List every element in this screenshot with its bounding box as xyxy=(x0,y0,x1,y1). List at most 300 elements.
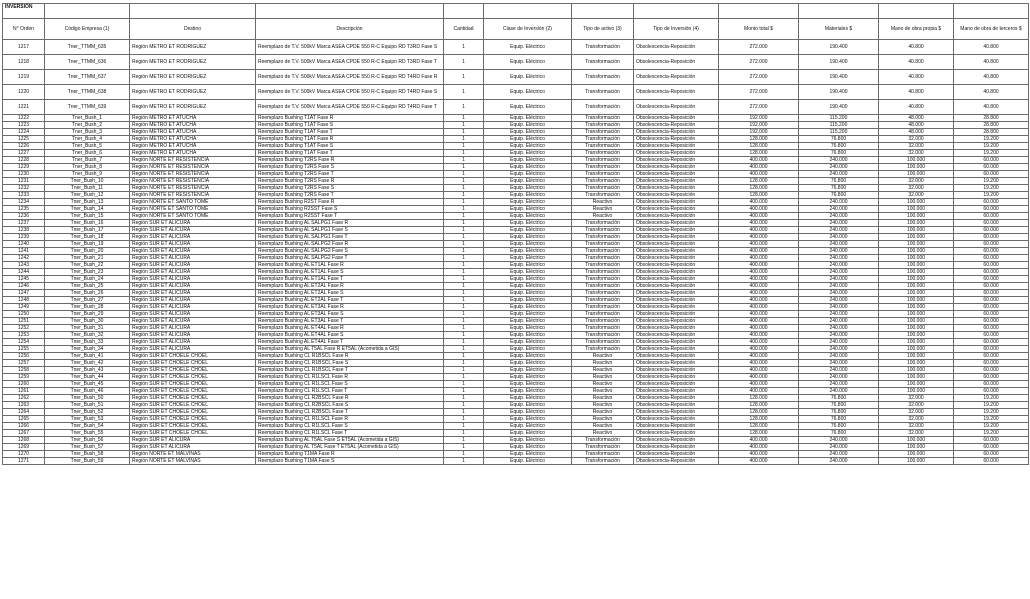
cell-clase: Equip. Eléctrico xyxy=(484,388,572,395)
cell-codigo: Tner_Bush_55 xyxy=(45,430,130,437)
cell-tipo-activo: Transformación xyxy=(572,241,634,248)
cell-clase: Equip. Eléctrico xyxy=(484,444,572,451)
cell-codigo: Tner_Bush_8 xyxy=(45,164,130,171)
header-n-orden: N° Orden xyxy=(3,19,45,40)
cell-descripcion: Reemplazo Bushing AL ET3AL Fase T xyxy=(256,318,444,325)
cell-mano-propia: 40.800 xyxy=(879,70,954,85)
cell-tipo-inversion: Obsolescencia-Reposición xyxy=(634,290,719,297)
table-row xyxy=(3,444,1029,451)
cell-mano-terceros: 60.000 xyxy=(954,262,1029,269)
cell-monto-total: 128.000 xyxy=(719,409,799,416)
table-row xyxy=(3,171,1029,178)
cell-cantidad: 1 xyxy=(444,85,484,100)
cell-destino: Región SUR ET CHOELE CHOEL xyxy=(130,360,256,367)
cell-n-orden: 1249 xyxy=(3,304,45,311)
table-row xyxy=(3,395,1029,402)
cell-monto-total: 400.000 xyxy=(719,458,799,465)
cell-n-orden: 1256 xyxy=(3,353,45,360)
cell-cantidad: 1 xyxy=(444,157,484,164)
cell-monto-total: 128.000 xyxy=(719,416,799,423)
cell-mano-propia: 100.000 xyxy=(879,437,954,444)
cell-tipo-activo: Transformación xyxy=(572,318,634,325)
cell-mano-propia: 100.000 xyxy=(879,381,954,388)
table-row xyxy=(3,85,1029,100)
cell-mano-propia: 32.000 xyxy=(879,136,954,143)
cell-materiales: 76.800 xyxy=(799,416,879,423)
cell-tipo-activo: Transformación xyxy=(572,55,634,70)
cell-monto-total: 400.000 xyxy=(719,283,799,290)
cell-destino: Región SUR ET ALICURA xyxy=(130,444,256,451)
cell-clase: Equip. Eléctrico xyxy=(484,220,572,227)
table-row xyxy=(3,325,1029,332)
cell-cantidad: 1 xyxy=(444,269,484,276)
cell-descripcion: Reemplazo Bushing AL ET4AL Fase S xyxy=(256,332,444,339)
cell-descripcion: Reemplazo Bushing AL ET3AL Fase S xyxy=(256,311,444,318)
cell-monto-total: 400.000 xyxy=(719,339,799,346)
cell-codigo: Tner_Bush_6 xyxy=(45,150,130,157)
cell-materiales: 240.000 xyxy=(799,346,879,353)
cell-descripcion: Reemplazo de T.V. 500kV Marca ASEA CPDE 550 R-C Equipo RD T3RD Fase S xyxy=(256,40,444,55)
cell-tipo-inversion: Obsolescencia-Reposición xyxy=(634,437,719,444)
cell-mano-propia: 100.000 xyxy=(879,199,954,206)
cell-clase: Equip. Eléctrico xyxy=(484,55,572,70)
cell-mano-terceros: 60.000 xyxy=(954,213,1029,220)
cell-cantidad: 1 xyxy=(444,241,484,248)
cell-descripcion: Reemplazo Bushing CL R1BSCL Fase T xyxy=(256,367,444,374)
cell-tipo-inversion: Obsolescencia-Reposición xyxy=(634,185,719,192)
cell-mano-terceros: 40.800 xyxy=(954,70,1029,85)
cell-cantidad: 1 xyxy=(444,360,484,367)
cell-clase: Equip. Eléctrico xyxy=(484,374,572,381)
cell-tipo-activo: Reactivo xyxy=(572,213,634,220)
cell-materiales: 240.000 xyxy=(799,451,879,458)
cell-destino: Región SUR ET ALICURA xyxy=(130,297,256,304)
cell-tipo-activo: Transformación xyxy=(572,192,634,199)
cell-tipo-activo: Reactivo xyxy=(572,374,634,381)
cell-destino: Región METRO ET ATUCHA xyxy=(130,129,256,136)
cell-n-orden: 1225 xyxy=(3,136,45,143)
cell-n-orden: 1266 xyxy=(3,423,45,430)
cell-descripcion: Reemplazo de T.V. 500kV Marca ASEA CPDE 550 R-C Equipo RD T4RD Fase T xyxy=(256,100,444,115)
cell-descripcion: Reemplazo Bushing CL R1LSCL Fase S xyxy=(256,381,444,388)
cell-tipo-activo: Transformación xyxy=(572,255,634,262)
cell-mano-propia: 100.000 xyxy=(879,367,954,374)
cell-materiales: 115.200 xyxy=(799,129,879,136)
cell-tipo-activo: Transformación xyxy=(572,304,634,311)
cell-mano-propia: 100.000 xyxy=(879,248,954,255)
cell-cantidad: 1 xyxy=(444,339,484,346)
header-destino: Destino xyxy=(130,19,256,40)
cell-destino: Región SUR ET ALICURA xyxy=(130,220,256,227)
cell-n-orden: 1231 xyxy=(3,178,45,185)
cell-destino: Región SUR ET CHOELE CHOEL xyxy=(130,367,256,374)
cell-n-orden: 1264 xyxy=(3,409,45,416)
cell-tipo-activo: Reactivo xyxy=(572,206,634,213)
cell-clase: Equip. Eléctrico xyxy=(484,171,572,178)
cell-codigo: Tner_Bush_23 xyxy=(45,269,130,276)
cell-codigo: Tner_TTMM_639 xyxy=(45,100,130,115)
cell-mano-propia: 40.800 xyxy=(879,100,954,115)
cell-cantidad: 1 xyxy=(444,458,484,465)
header-descripcion: Descripción xyxy=(256,19,444,40)
cell-tipo-inversion: Obsolescencia-Reposición xyxy=(634,430,719,437)
cell-cantidad: 1 xyxy=(444,122,484,129)
header-mano-propia: Mano de obra propia $ xyxy=(879,19,954,40)
cell-clase: Equip. Eléctrico xyxy=(484,157,572,164)
cell-mano-propia: 100.000 xyxy=(879,339,954,346)
cell-tipo-inversion: Obsolescencia-Reposición xyxy=(634,150,719,157)
cell-codigo: Tner_TTMM_637 xyxy=(45,70,130,85)
cell-cantidad: 1 xyxy=(444,402,484,409)
cell-n-orden: 1260 xyxy=(3,381,45,388)
cell-codigo: Tner_Bush_14 xyxy=(45,206,130,213)
cell-cantidad: 1 xyxy=(444,304,484,311)
table-row xyxy=(3,451,1029,458)
cell-monto-total: 400.000 xyxy=(719,220,799,227)
cell-cantidad: 1 xyxy=(444,40,484,55)
cell-tipo-inversion: Obsolescencia-Reposición xyxy=(634,171,719,178)
cell-codigo: Tner_Bush_7 xyxy=(45,157,130,164)
cell-tipo-inversion: Obsolescencia-Reposición xyxy=(634,325,719,332)
cell-descripcion: Reemplazo Bushing CL R2BSCL Fase S xyxy=(256,402,444,409)
cell-codigo: Tner_Bush_52 xyxy=(45,409,130,416)
cell-destino: Región NORTE ET SANTO TOME xyxy=(130,213,256,220)
cell-clase: Equip. Eléctrico xyxy=(484,423,572,430)
cell-monto-total: 400.000 xyxy=(719,199,799,206)
cell-tipo-activo: Transformación xyxy=(572,171,634,178)
cell-materiales: 76.800 xyxy=(799,430,879,437)
cell-descripcion: Reemplazo Bushing T1AT Fase T xyxy=(256,129,444,136)
cell-materiales: 76.800 xyxy=(799,409,879,416)
cell-clase: Equip. Eléctrico xyxy=(484,115,572,122)
cell-descripcion: Reemplazo Bushing T1AT Fase S xyxy=(256,143,444,150)
cell-cantidad: 1 xyxy=(444,206,484,213)
cell-destino: Región METRO ET ATUCHA xyxy=(130,143,256,150)
cell-cantidad: 1 xyxy=(444,276,484,283)
cell-monto-total: 400.000 xyxy=(719,451,799,458)
table-row xyxy=(3,143,1029,150)
cell-mano-terceros: 60.000 xyxy=(954,255,1029,262)
cell-descripcion: Reemplazo Bushing R2SST Fase S xyxy=(256,206,444,213)
table-row xyxy=(3,100,1029,115)
cell-codigo: Tner_Bush_1 xyxy=(45,115,130,122)
cell-monto-total: 272.000 xyxy=(719,55,799,70)
cell-destino: Región NORTE ET RESISTENCIA xyxy=(130,157,256,164)
cell-tipo-inversion: Obsolescencia-Reposición xyxy=(634,220,719,227)
cell-mano-terceros: 19.200 xyxy=(954,430,1029,437)
cell-monto-total: 400.000 xyxy=(719,318,799,325)
cell-clase: Equip. Eléctrico xyxy=(484,227,572,234)
cell-descripcion: Reemplazo Bushing CL R1LSCL Fase R xyxy=(256,416,444,423)
cell-mano-terceros: 60.000 xyxy=(954,381,1029,388)
cell-n-orden: 1247 xyxy=(3,290,45,297)
cell-mano-terceros: 60.000 xyxy=(954,234,1029,241)
cell-monto-total: 400.000 xyxy=(719,332,799,339)
cell-mano-propia: 100.000 xyxy=(879,171,954,178)
cell-descripcion: Reemplazo Bushing AL ET1AL Fase R xyxy=(256,262,444,269)
cell-mano-terceros: 19.200 xyxy=(954,416,1029,423)
cell-monto-total: 400.000 xyxy=(719,346,799,353)
cell-n-orden: 1246 xyxy=(3,283,45,290)
cell-mano-terceros: 60.000 xyxy=(954,199,1029,206)
cell-codigo: Tner_Bush_58 xyxy=(45,451,130,458)
cell-clase: Equip. Eléctrico xyxy=(484,304,572,311)
cell-mano-terceros: 40.800 xyxy=(954,100,1029,115)
cell-clase: Equip. Eléctrico xyxy=(484,192,572,199)
cell-tipo-inversion: Obsolescencia-Reposición xyxy=(634,269,719,276)
cell-tipo-inversion: Obsolescencia-Reposición xyxy=(634,451,719,458)
cell-destino: Región NORTE ET SANTO TOME xyxy=(130,206,256,213)
cell-clase: Equip. Eléctrico xyxy=(484,290,572,297)
cell-tipo-inversion: Obsolescencia-Reposición xyxy=(634,262,719,269)
cell-codigo: Tner_Bush_31 xyxy=(45,325,130,332)
cell-mano-terceros: 60.000 xyxy=(954,297,1029,304)
cell-tipo-inversion: Obsolescencia-Reposición xyxy=(634,122,719,129)
table-row xyxy=(3,115,1029,122)
cell-n-orden: 1243 xyxy=(3,262,45,269)
table-row xyxy=(3,122,1029,129)
cell-tipo-activo: Transformación xyxy=(572,122,634,129)
cell-cantidad: 1 xyxy=(444,325,484,332)
cell-mano-propia: 100.000 xyxy=(879,297,954,304)
cell-materiales: 190.400 xyxy=(799,55,879,70)
cell-descripcion: Reemplazo Bushing AL SALPG1 Fase S xyxy=(256,227,444,234)
cell-mano-propia: 32.000 xyxy=(879,395,954,402)
cell-destino: Región SUR ET ALICURA xyxy=(130,325,256,332)
cell-clase: Equip. Eléctrico xyxy=(484,367,572,374)
cell-tipo-inversion: Obsolescencia-Reposición xyxy=(634,178,719,185)
cell-n-orden: 1255 xyxy=(3,346,45,353)
cell-materiales: 240.000 xyxy=(799,227,879,234)
cell-materiales: 115.200 xyxy=(799,122,879,129)
cell-tipo-inversion: Obsolescencia-Reposición xyxy=(634,402,719,409)
cell-clase: Equip. Eléctrico xyxy=(484,199,572,206)
cell-monto-total: 272.000 xyxy=(719,40,799,55)
cell-mano-terceros: 28.800 xyxy=(954,115,1029,122)
cell-destino: Región NORTE ET MALVINAS xyxy=(130,458,256,465)
table-row xyxy=(3,353,1029,360)
cell-cantidad: 1 xyxy=(444,451,484,458)
cell-descripcion: Reemplazo Bushing T1AT Fase T xyxy=(256,150,444,157)
cell-mano-propia: 100.000 xyxy=(879,451,954,458)
cell-descripcion: Reemplazo Bushing AL SALPG1 Fase T xyxy=(256,234,444,241)
cell-tipo-inversion: Obsolescencia-Reposición xyxy=(634,374,719,381)
cell-tipo-inversion: Obsolescencia-Reposición xyxy=(634,255,719,262)
cell-destino: Región SUR ET CHOELE CHOEL xyxy=(130,395,256,402)
cell-destino: Región SUR ET ALICURA xyxy=(130,227,256,234)
section-title: INVERSIÓN xyxy=(3,4,45,19)
cell-tipo-inversion: Obsolescencia-Reposición xyxy=(634,409,719,416)
cell-n-orden: 1258 xyxy=(3,367,45,374)
header-codigo: Código Empresa (1) xyxy=(45,19,130,40)
cell-tipo-activo: Reactivo xyxy=(572,409,634,416)
cell-monto-total: 400.000 xyxy=(719,388,799,395)
table-row xyxy=(3,437,1029,444)
cell-codigo: Tner_Bush_9 xyxy=(45,171,130,178)
table-row xyxy=(3,129,1029,136)
cell-destino: Región METRO ET RODRIGUEZ xyxy=(130,55,256,70)
cell-n-orden: 1230 xyxy=(3,171,45,178)
cell-destino: Región SUR ET ALICURA xyxy=(130,276,256,283)
cell-tipo-inversion: Obsolescencia-Reposición xyxy=(634,85,719,100)
cell-mano-terceros: 60.000 xyxy=(954,220,1029,227)
table-row xyxy=(3,388,1029,395)
cell-descripcion: Reemplazo Bushing AL SALPG1 Fase R xyxy=(256,220,444,227)
cell-cantidad: 1 xyxy=(444,234,484,241)
cell-n-orden: 1267 xyxy=(3,430,45,437)
cell-tipo-activo: Transformación xyxy=(572,444,634,451)
table-row xyxy=(3,360,1029,367)
cell-mano-propia: 100.000 xyxy=(879,311,954,318)
cell-tipo-activo: Transformación xyxy=(572,283,634,290)
cell-monto-total: 272.000 xyxy=(719,85,799,100)
header-row xyxy=(3,19,1029,40)
cell-tipo-inversion: Obsolescencia-Reposición xyxy=(634,227,719,234)
cell-destino: Región METRO ET ATUCHA xyxy=(130,150,256,157)
cell-mano-propia: 40.800 xyxy=(879,55,954,70)
cell-tipo-activo: Transformación xyxy=(572,346,634,353)
cell-descripcion: Reemplazo Bushing AL SALPG2 Fase R xyxy=(256,241,444,248)
cell-codigo: Tner_Bush_34 xyxy=(45,346,130,353)
cell-materiales: 240.000 xyxy=(799,213,879,220)
cell-tipo-activo: Transformación xyxy=(572,220,634,227)
cell-destino: Región SUR ET ALICURA xyxy=(130,283,256,290)
investment-table xyxy=(2,3,1029,465)
cell-clase: Equip. Eléctrico xyxy=(484,150,572,157)
cell-tipo-activo: Transformación xyxy=(572,451,634,458)
cell-clase: Equip. Eléctrico xyxy=(484,248,572,255)
cell-codigo: Tner_Bush_43 xyxy=(45,367,130,374)
cell-tipo-inversion: Obsolescencia-Reposición xyxy=(634,70,719,85)
cell-mano-propia: 48.000 xyxy=(879,115,954,122)
cell-materiales: 240.000 xyxy=(799,234,879,241)
cell-descripcion: Reemplazo Bushing AL ET1AL Fase T xyxy=(256,276,444,283)
cell-n-orden: 1228 xyxy=(3,157,45,164)
table-row xyxy=(3,332,1029,339)
table-row xyxy=(3,381,1029,388)
cell-codigo: Tner_Bush_11 xyxy=(45,185,130,192)
cell-mano-propia: 32.000 xyxy=(879,143,954,150)
cell-codigo: Tner_Bush_2 xyxy=(45,122,130,129)
cell-mano-propia: 32.000 xyxy=(879,192,954,199)
cell-clase: Equip. Eléctrico xyxy=(484,318,572,325)
cell-descripcion: Reemplazo Bushing T2RS Fase R xyxy=(256,178,444,185)
cell-descripcion: Reemplazo de T.V. 500kV Marca ASEA CPDE 550 R-C Equipo RD T4RD Fase R xyxy=(256,70,444,85)
cell-descripcion: Reemplazo Bushing T1AT Fase S xyxy=(256,122,444,129)
cell-tipo-activo: Transformación xyxy=(572,248,634,255)
cell-mano-terceros: 60.000 xyxy=(954,248,1029,255)
cell-mano-terceros: 60.000 xyxy=(954,388,1029,395)
table-row xyxy=(3,269,1029,276)
cell-n-orden: 1257 xyxy=(3,360,45,367)
cell-cantidad: 1 xyxy=(444,423,484,430)
cell-materiales: 240.000 xyxy=(799,388,879,395)
cell-mano-terceros: 19.200 xyxy=(954,192,1029,199)
cell-mano-terceros: 40.800 xyxy=(954,85,1029,100)
cell-n-orden: 1233 xyxy=(3,192,45,199)
table-row xyxy=(3,255,1029,262)
cell-n-orden: 1248 xyxy=(3,297,45,304)
cell-clase: Equip. Eléctrico xyxy=(484,70,572,85)
cell-tipo-activo: Reactivo xyxy=(572,367,634,374)
cell-tipo-inversion: Obsolescencia-Reposición xyxy=(634,360,719,367)
cell-codigo: Tner_Bush_25 xyxy=(45,283,130,290)
cell-mano-terceros: 60.000 xyxy=(954,304,1029,311)
cell-cantidad: 1 xyxy=(444,318,484,325)
table-row xyxy=(3,248,1029,255)
cell-n-orden: 1261 xyxy=(3,388,45,395)
cell-tipo-activo: Transformación xyxy=(572,143,634,150)
cell-clase: Equip. Eléctrico xyxy=(484,262,572,269)
cell-n-orden: 1224 xyxy=(3,129,45,136)
cell-n-orden: 1244 xyxy=(3,269,45,276)
cell-codigo: Tner_Bush_57 xyxy=(45,444,130,451)
cell-tipo-activo: Transformación xyxy=(572,290,634,297)
cell-cantidad: 1 xyxy=(444,115,484,122)
cell-n-orden: 1221 xyxy=(3,100,45,115)
cell-clase: Equip. Eléctrico xyxy=(484,381,572,388)
cell-clase: Equip. Eléctrico xyxy=(484,206,572,213)
cell-destino: Región SUR ET CHOELE CHOEL xyxy=(130,430,256,437)
cell-tipo-activo: Transformación xyxy=(572,332,634,339)
cell-descripcion: Reemplazo Bushing AL SALPG2 Fase T xyxy=(256,255,444,262)
cell-clase: Equip. Eléctrico xyxy=(484,437,572,444)
cell-tipo-activo: Transformación xyxy=(572,297,634,304)
cell-tipo-inversion: Obsolescencia-Reposición xyxy=(634,353,719,360)
cell-destino: Región SUR ET ALICURA xyxy=(130,234,256,241)
cell-n-orden: 1223 xyxy=(3,122,45,129)
cell-tipo-activo: Transformación xyxy=(572,325,634,332)
cell-mano-terceros: 60.000 xyxy=(954,458,1029,465)
cell-materiales: 76.800 xyxy=(799,192,879,199)
cell-monto-total: 128.000 xyxy=(719,423,799,430)
cell-tipo-inversion: Obsolescencia-Reposición xyxy=(634,388,719,395)
cell-n-orden: 1220 xyxy=(3,85,45,100)
cell-descripcion: Reemplazo Bushing CL R1BSCL Fase S xyxy=(256,360,444,367)
cell-materiales: 240.000 xyxy=(799,353,879,360)
table-row xyxy=(3,234,1029,241)
cell-codigo: Tner_Bush_5 xyxy=(45,143,130,150)
cell-cantidad: 1 xyxy=(444,171,484,178)
cell-clase: Equip. Eléctrico xyxy=(484,430,572,437)
cell-codigo: Tner_Bush_15 xyxy=(45,213,130,220)
cell-n-orden: 1222 xyxy=(3,115,45,122)
cell-codigo: Tner_Bush_22 xyxy=(45,262,130,269)
table-row xyxy=(3,276,1029,283)
cell-cantidad: 1 xyxy=(444,199,484,206)
cell-mano-terceros: 28.800 xyxy=(954,122,1029,129)
cell-destino: Región SUR ET ALICURA xyxy=(130,332,256,339)
cell-n-orden: 1245 xyxy=(3,276,45,283)
cell-monto-total: 400.000 xyxy=(719,437,799,444)
cell-cantidad: 1 xyxy=(444,164,484,171)
cell-descripcion: Reemplazo Bushing CL R1LSCL Fase R xyxy=(256,374,444,381)
cell-destino: Región SUR ET ALICURA xyxy=(130,437,256,444)
cell-tipo-activo: Reactivo xyxy=(572,423,634,430)
cell-monto-total: 400.000 xyxy=(719,374,799,381)
cell-materiales: 76.800 xyxy=(799,423,879,430)
cell-tipo-activo: Transformación xyxy=(572,339,634,346)
cell-cantidad: 1 xyxy=(444,311,484,318)
cell-mano-terceros: 60.000 xyxy=(954,325,1029,332)
cell-mano-propia: 100.000 xyxy=(879,290,954,297)
cell-materiales: 240.000 xyxy=(799,220,879,227)
cell-clase: Equip. Eléctrico xyxy=(484,276,572,283)
cell-tipo-inversion: Obsolescencia-Reposición xyxy=(634,276,719,283)
cell-mano-terceros: 60.000 xyxy=(954,241,1029,248)
cell-cantidad: 1 xyxy=(444,213,484,220)
cell-mano-propia: 100.000 xyxy=(879,444,954,451)
